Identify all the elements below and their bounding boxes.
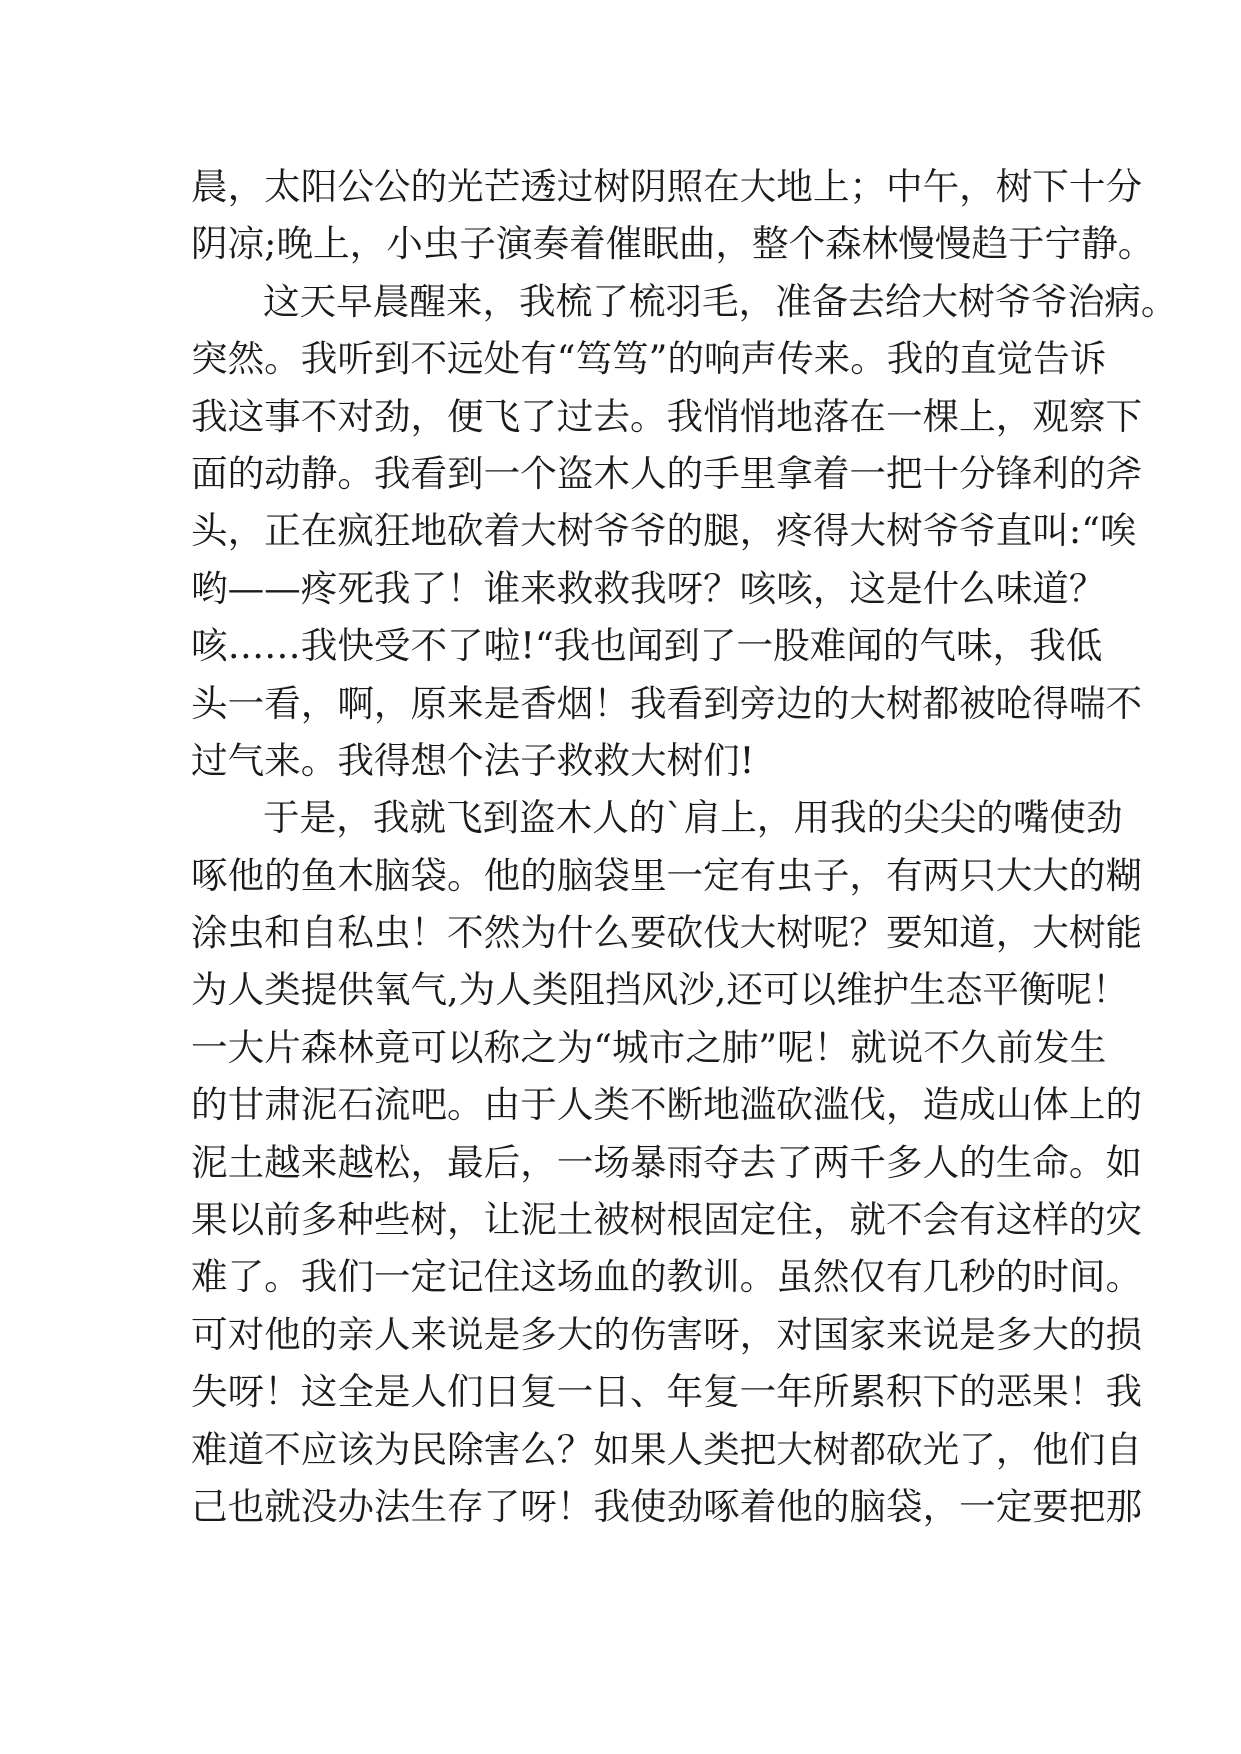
text-line: 涂虫和自私虫！不然为什么要砍伐大树呢？要知道，大树能 (191, 911, 1143, 955)
text-line: 泥土越来越松，最后，一场暴雨夺去了两千多人的生命。如 (191, 1140, 1143, 1184)
text-line: 的甘肃泥石流吧。由于人类不断地滥砍滥伐，造成山体上的 (191, 1083, 1143, 1127)
text-line: 己也就没办法生存了呀！我使劲啄着他的脑袋，一定要把那 (191, 1484, 1143, 1528)
text-line: 阴凉;晚上，小虫子演奏着催眠曲，整个森林慢慢趋于宁静。 (191, 222, 1155, 266)
text-line: 面的动静。我看到一个盗木人的手里拿着一把十分锋利的斧 (191, 451, 1143, 495)
text-line: 头一看，啊，原来是香烟！我看到旁边的大树都被呛得喘不 (191, 681, 1143, 725)
text-line: 晨，太阳公公的光芒透过树阴照在大地上；中午，树下十分 (191, 165, 1143, 208)
paragraph-start-line: 这天早晨醒来，我梳了梳羽毛，准备去给大树爷爷治病。 (263, 279, 1178, 323)
text-line: 过气来。我得想个法子救救大树们! (191, 738, 755, 782)
text-line: 我这事不对劲，便飞了过去。我悄悄地落在一棵上，观察下 (191, 394, 1143, 438)
text-line: 果以前多种些树，让泥土被树根固定住，就不会有这样的灾 (191, 1198, 1143, 1242)
text-line: 突然。我听到不远处有“笃笃”的响声传来。我的直觉告诉 (191, 337, 1107, 381)
text-line: 失呀！这全是人们日复一日、年复一年所累积下的恶果！我 (191, 1370, 1143, 1414)
text-line: 为人类提供氧气,为人类阻挡风沙,还可以维护生态平衡呢！ (191, 968, 1129, 1012)
text-line: 哟——疼死我了！谁来救救我呀？咳咳，这是什么味道？ (191, 566, 1106, 610)
body-text (191, 158, 1178, 1535)
text-line: 难道不应该为民除害么？如果人类把大树都砍光了，他们自 (191, 1427, 1143, 1471)
text-line: 可对他的亲人来说是多大的伤害呀，对国家来说是多大的损 (191, 1312, 1143, 1356)
text-line: 难了。我们一定记住这场血的教训。虽然仅有几秒的时间。 (191, 1255, 1143, 1299)
text-line: 一大片森林竟可以称之为“城市之肺”呢！就说不久前发生 (191, 1025, 1107, 1069)
paragraph-start-line: 于是，我就飞到盗木人的`肩上，用我的尖尖的嘴使劲 (263, 796, 1123, 840)
text-line: 头，正在疯狂地砍着大树爷爷的腿，疼得大树爷爷直叫:“唉 (191, 509, 1137, 553)
text-line: 咳……我快受不了啦!“我也闻到了一股难闻的气味，我低 (191, 624, 1103, 668)
text-line: 啄他的鱼木脑袋。他的脑袋里一定有虫子，有两只大大的糊 (191, 853, 1143, 897)
